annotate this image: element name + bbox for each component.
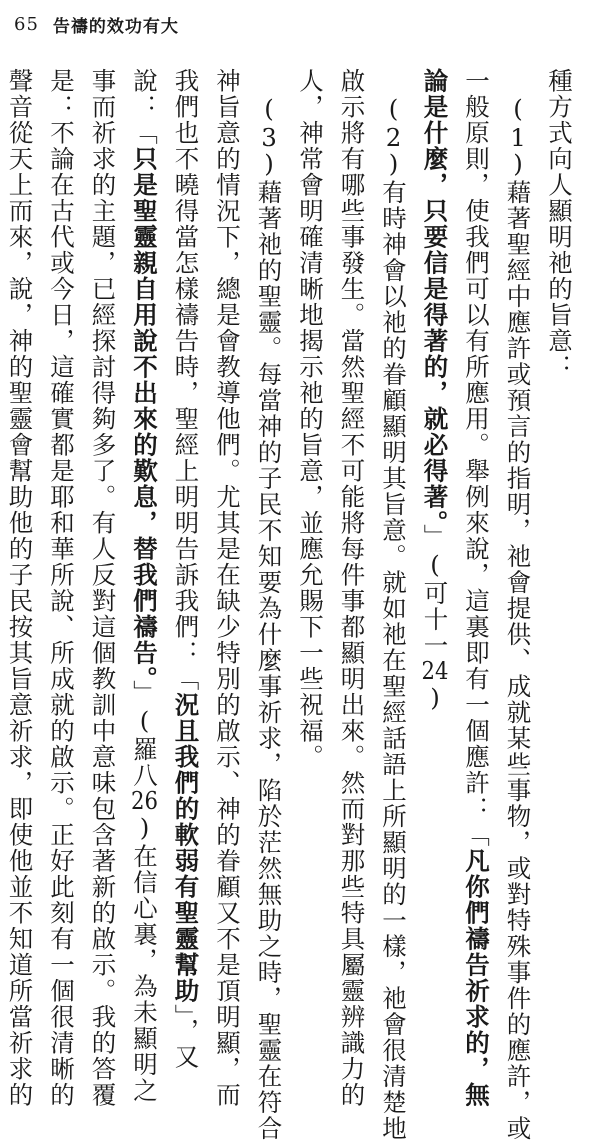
text-column bbox=[539, 68, 581, 948]
text-run: (3)藉著祂的聖靈。每當神的子民不知要為什麼事祈求，陷於茫然無助之時，聖靈在符合 bbox=[254, 68, 284, 1142]
text-run: 是：不論在古代或今日，這確實都是耶和華所說、所成就的啟示。正好此刻有一個很清晰的 bbox=[47, 68, 76, 1108]
scripture-quote: 況且我們的軟弱有聖靈幫助 bbox=[171, 692, 201, 1004]
text-column bbox=[373, 68, 415, 1142]
text-column bbox=[82, 68, 124, 1108]
text-run: 我們也不曉得當怎樣禱告時，聖經上明明告訴我們：「 bbox=[171, 68, 201, 692]
text-run: 神旨意的情況下，總是會教導他們。尤其是在缺少特別的啟示、神的眷顧又不是頂明顯，而 bbox=[213, 68, 242, 1108]
text-run: 人，神常會明確清晰地揭示祂的旨意，並應允賜下一些祝福。 bbox=[296, 68, 325, 770]
text-run: 聲音從天上而來，說，神的聖靈會幫助他的子民按其旨意祈求，即使他並不知道所當祈求的 bbox=[5, 68, 35, 1108]
body-text bbox=[0, 68, 580, 1142]
page-header bbox=[14, 8, 179, 40]
text-column bbox=[165, 68, 207, 1070]
text-run: 」，又 bbox=[171, 1004, 201, 1070]
text-run: 事而祈求的主題，已經探討得夠多了。有人反對這個教訓中意味包含著新的啟示。我的答覆 bbox=[88, 68, 118, 1108]
text-column bbox=[207, 68, 249, 1108]
text-column bbox=[414, 68, 456, 948]
text-run: 種方式向人顯明祂的旨意： bbox=[545, 68, 574, 380]
text-column bbox=[124, 68, 166, 1104]
text-run: 一般原則，使我們可以有所應用。舉例來說，這裏即有一個應許：「 bbox=[462, 68, 491, 848]
text-column bbox=[456, 68, 498, 1108]
scripture-quote: 論是什麼，只要信是得著的，就必得著。 bbox=[420, 68, 450, 524]
scripture-quote: 凡你們禱告祈求的，無 bbox=[462, 848, 491, 1108]
text-run: 啟示將有哪些事發生。當然聖經不可能將每件事都顯明出來。然而對那些特具屬靈辨識力的 bbox=[337, 68, 367, 1108]
text-run: 」(羅八26)在信心裏，為未顯明之 bbox=[130, 679, 159, 1104]
running-title: 告禱的效功有大 bbox=[52, 16, 179, 37]
text-column bbox=[331, 68, 373, 1108]
text-column bbox=[290, 68, 332, 948]
page-number: 65 bbox=[14, 13, 39, 35]
text-column bbox=[0, 68, 41, 1108]
text-column bbox=[497, 68, 539, 1142]
text-run: (1)藉著聖經中應許或預言的指明，祂會提供、成就某些事物，或對特殊事件的應許，或 bbox=[503, 68, 533, 1142]
text-run: 說：「 bbox=[130, 68, 159, 146]
text-run: 」(可十一24) bbox=[420, 523, 450, 714]
text-column bbox=[248, 68, 290, 1142]
text-column bbox=[41, 68, 83, 1108]
text-run: (2)有時神會以祂的眷顧顯明其旨意。就如祂在聖經話語上所顯明的一樣，祂會很清楚地 bbox=[379, 68, 408, 1142]
scripture-quote: 只是聖靈親自用說不出來的歎息，替我們禱告。 bbox=[130, 146, 159, 680]
